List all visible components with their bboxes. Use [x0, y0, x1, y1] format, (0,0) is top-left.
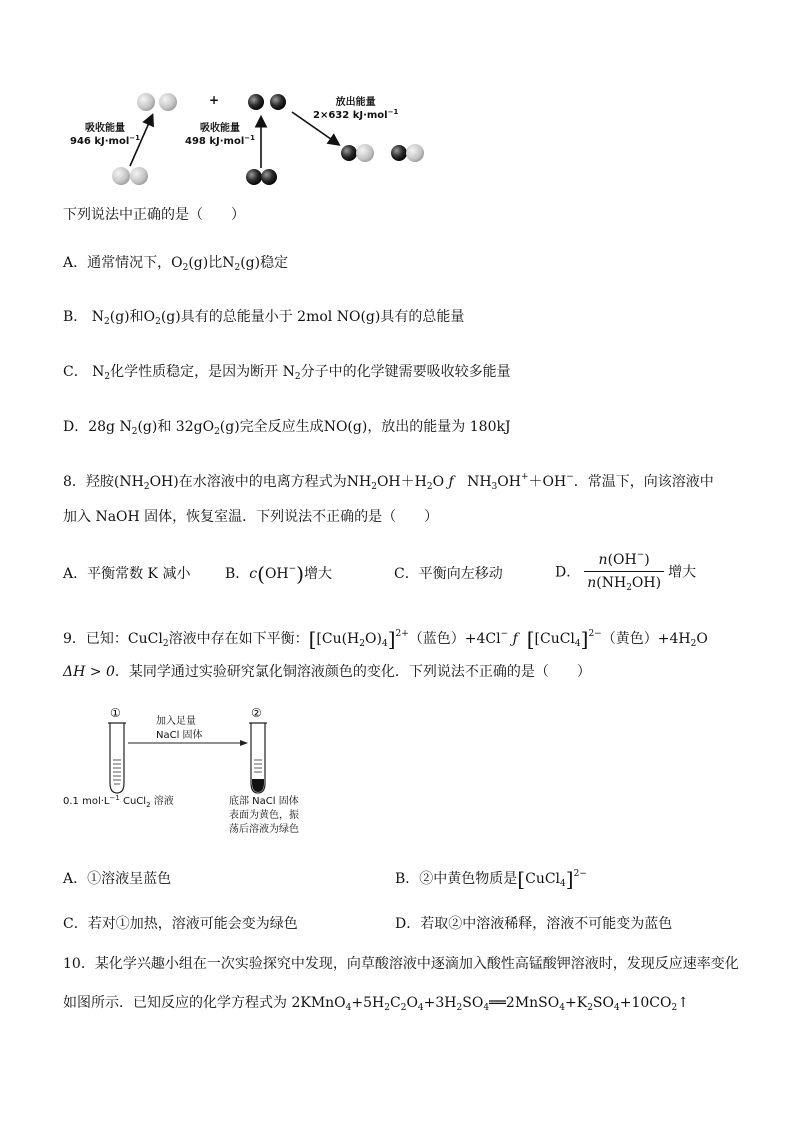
no-molecule-atom: [356, 144, 374, 162]
q9-option-d: D．若取②中溶液稀释，溶液不可能变为蓝色: [395, 916, 673, 932]
equation-token: 2: [456, 1003, 463, 1013]
equation-token: C: [389, 995, 401, 1011]
q7-option-b: B． $N_2(g)$和$O_2(g)$具有的总能量小于 2mol NO(g)具有的总能量: [63, 309, 465, 327]
o-atom: [270, 94, 286, 110]
absorb-o2-value: 498 kJ·mol$^{-1}$: [185, 134, 255, 147]
equation-token: 4: [417, 1003, 424, 1013]
n-atom: [137, 93, 155, 111]
equation-token: ↑: [677, 995, 689, 1011]
o-atom: [248, 94, 264, 110]
equation-token: 2: [384, 1003, 390, 1013]
equation-token: 4: [614, 1003, 620, 1013]
absorb-o2-label: [185, 122, 255, 148]
equation-token: SO: [462, 995, 484, 1011]
no-molecule-atom: [391, 145, 407, 161]
q7-stem: 下列说法中正确的是（ ）: [63, 207, 245, 223]
q8-option-a: A．平衡常数 K 减小: [63, 566, 191, 582]
release-title: 放出能量: [335, 97, 376, 108]
q8-line2: 加入 NaOH 固体，恢复室温．下列说法不正确的是（ ）: [63, 509, 439, 525]
equation-token: +10CO: [619, 995, 672, 1011]
equation-token: 2KMnO: [291, 995, 346, 1011]
tube-2-number: ②: [251, 706, 262, 720]
q7-option-c: C． $N_2$化学性质稳定，是因为断开 $N_2$分子中的化学键需要吸收较多能量: [63, 364, 511, 382]
q9-line1: 9．已知：CuCl$_2$溶液中存在如下平衡：[$[Cu(H_2O)_4]^{2+}$（蓝色）+4Cl− ƒ [[CuCl$_4$]$^{2-}$（黄色）$+4H_2O$: [63, 627, 708, 651]
q9-option-b: B．②中黄色物质是[CuCl$_4$]$^{2-}$: [395, 867, 587, 891]
tube-1-caption: 0.1 $mol\cdot L^{-1}$ CuCl$_2$ 溶液: [63, 794, 174, 809]
test-tube-1: [108, 723, 126, 793]
o2-molecule-atom: [261, 169, 277, 185]
arrow-label: 加入足量 NaCl 固体: [156, 716, 203, 741]
equation-token: 2: [671, 1003, 678, 1013]
plus-sign: +: [209, 93, 220, 107]
q8-fraction: $\frac{n(OH^-)}{n(NH_2OH)}$: [584, 550, 664, 593]
release-value: 2×632 kJ·mol$^{-1}$: [313, 108, 399, 121]
absorb-n2-label: [70, 122, 140, 148]
q7-option-d: D．28g $N_2(g)$和 $32gO_2(g)$完全反应生成NO(g)，放出的能量为 180kJ: [63, 419, 511, 437]
release-label: [313, 96, 398, 122]
q7-option-a: A．通常情况下，$O_2(g)$比$N_2(g)$稳定: [63, 255, 289, 273]
test-tube-2: [249, 723, 267, 793]
equation-token: +3H: [423, 995, 457, 1011]
absorb-o2-title: 吸收能量: [200, 123, 240, 134]
n-atom: [159, 93, 177, 111]
equation-token: 4: [345, 1003, 352, 1013]
q8-option-b: B．c(OH−)增大: [225, 562, 332, 586]
absorb-n2-title: 吸收能量: [85, 123, 125, 134]
equation-token: 2: [400, 1003, 407, 1013]
q8-line1: 8．羟胺$(NH_2OH)$在水溶液中的电离方程式为$NH_2OH+H_2O$ ƒ $NH_3OH^++OH^-$．常温下，向该溶液中: [63, 472, 714, 492]
q10-line2: 如图所示．已知反应的化学方程式为 $2KMnO_4+5H_2C_2O_4+3H_2SO_4══2MnSO_4+K_2SO_4+10CO_2↑$: [63, 995, 689, 1013]
tube-2-caption: 底部 NaCl 固体 表面为黄色，振 荡后溶液为绿色: [229, 796, 299, 835]
equation-token: 4: [483, 1003, 490, 1013]
o2-molecule-atom: [246, 169, 262, 185]
equation-token: 4: [559, 1003, 565, 1013]
n2-molecule-atom: [130, 167, 148, 185]
q9-option-a: A．①溶液呈蓝色: [63, 871, 172, 887]
n2-molecule-atom: [112, 167, 130, 185]
no-molecule-atom: [341, 145, 357, 161]
equation-token: O: [406, 995, 418, 1011]
equation-token: +K: [564, 995, 588, 1011]
q8-option-c: C．平衡向左移动: [394, 566, 503, 582]
tube-1-number: ①: [110, 706, 121, 720]
equation-token: SO: [592, 995, 614, 1011]
q10-line1: 10．某化学兴趣小组在一次实验探究中发现，向草酸溶液中逐滴加入酸性高锰酸钾溶液时，发现反应速率变化: [63, 956, 739, 972]
no-molecule-atom: [406, 144, 424, 162]
q10-equation: [291, 995, 688, 1011]
q9-option-c: C．若对①加热，溶液可能会变为绿色: [63, 916, 298, 932]
equation-token: 2: [587, 1003, 593, 1013]
equation-token: +5H: [351, 995, 385, 1011]
q8-option-d: D． $\frac{n(OH^-)}{n(NH_2OH)}$ 增大: [555, 550, 697, 593]
absorb-n2-value: 946 kJ·mol$^{-1}$: [70, 134, 140, 147]
q9-line2: ΔH > 0．某同学通过实验研究氯化铜溶液颜色的变化．下列说法不正确的是（ ）: [63, 664, 591, 680]
equation-token: ══2MnSO: [489, 995, 560, 1011]
